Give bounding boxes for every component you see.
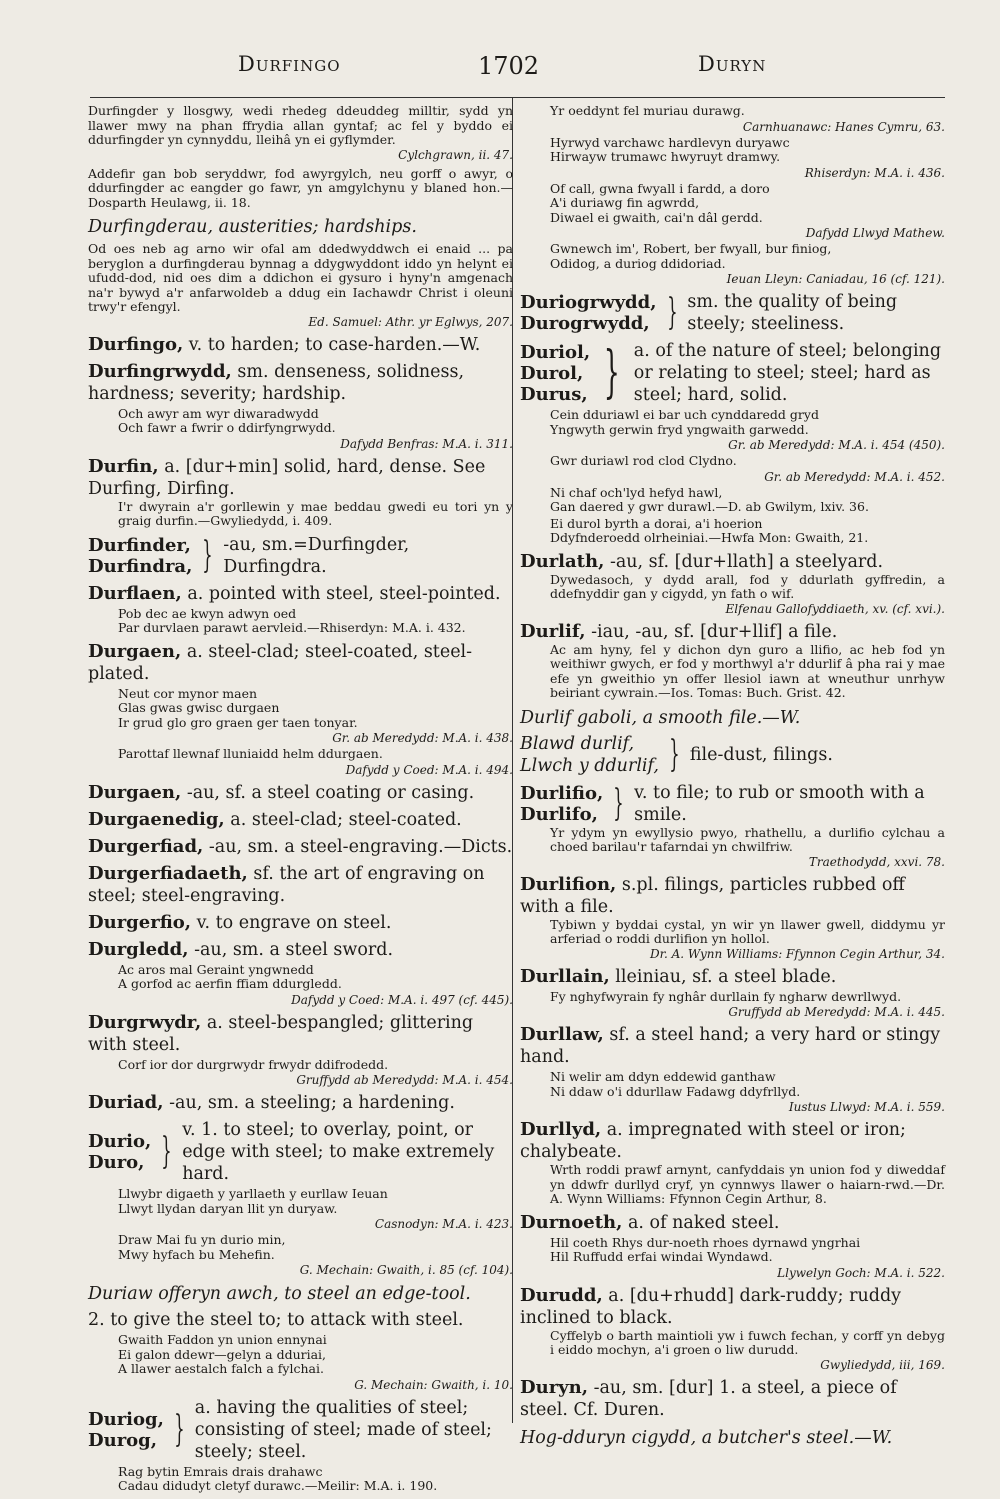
- brace-glyph: }: [603, 340, 620, 405]
- entry-quote: [88, 1233, 513, 1262]
- headword: Durogrwydd,: [520, 313, 650, 334]
- quote-line: Yr oeddynt fel muriau durawg.: [550, 103, 745, 118]
- headword: Durlif,: [520, 620, 586, 642]
- definition: sf. the art of engraving on steel; steel-engraving.: [88, 863, 485, 906]
- dictionary-entry: [520, 1212, 945, 1280]
- headword: Durgerfiad,: [88, 835, 204, 857]
- entry-quote: [88, 687, 513, 731]
- definition: a. steel-clad; steel-coated.: [230, 809, 462, 830]
- dictionary-entry: [88, 836, 513, 858]
- headword: Durlifion,: [520, 873, 617, 895]
- quote-line: Ni ddaw o'i ddurllaw Fadawg ddyfrllyd.: [550, 1083, 801, 1099]
- definition: v. to engrave on steel.: [196, 912, 392, 933]
- definition: file-dust, filings.: [689, 744, 833, 765]
- entry-quote-text: Cyffelyb o barth maintioli yw i fuwch fechan, y corff yn debyg i eiddo mochyn, a'i groen o liw durudd.: [550, 1327, 945, 1357]
- entry-quote-text: Wrth roddi prawf arnynt, canfyddais yn union fod y diweddaf yn ddwfr durllyd cryf, yn cynnwys llawer o haiarn-rwd.—Dr. A. Wynn Williams: Ffynnon Cegin Arthur, 8.: [550, 1162, 945, 1206]
- subentry: Hog-dduryn cigydd, a butcher's steel.—W.: [520, 1427, 893, 1448]
- quote-line: Llwybr digaeth y yarllaeth y eurllaw Ieuan: [118, 1186, 388, 1201]
- quote-line: Gwaith Faddon yn union ennynai: [118, 1332, 327, 1347]
- definition: lleiniau, sf. a steel blade.: [615, 966, 837, 987]
- dictionary-entry: [88, 782, 513, 804]
- dictionary-entry: [88, 939, 513, 1007]
- dictionary-entry: [88, 456, 513, 529]
- entry-citation: Gwyliedydd, iii, 169.: [820, 1357, 945, 1372]
- entry-citation: Iustus Llwyd: M.A. i. 559.: [788, 1100, 945, 1114]
- definition: -au, sm. a steeling; a hardening.: [169, 1093, 455, 1113]
- entry-citation: G. Mechain: Gwaith, i. 85 (cf. 104).: [299, 1263, 513, 1277]
- dictionary-entry: [88, 863, 513, 907]
- headword: Duriog,: [88, 1408, 164, 1430]
- definition: v. to file; to rub or smooth with a smile.: [634, 782, 925, 825]
- right-column: [520, 100, 945, 1451]
- dictionary-entry: [88, 1092, 513, 1114]
- quote-line: Corf ior dor durgrwydr frwydr ddifrodedd.: [118, 1056, 389, 1072]
- quote-line: Llwyt llydan daryan llit yn duryaw.: [118, 1200, 338, 1216]
- quote-line: Och awyr am wyr diwaradwydd: [118, 405, 319, 421]
- running-head-left: Durfingo: [238, 52, 341, 76]
- entry-citation: Elfenau Gallofyddiaeth, xv. (cf. xvi.).: [725, 601, 945, 616]
- headword: Durus,: [520, 383, 588, 405]
- sense-definition: 2. to give the steel to; to attack with steel.: [88, 1310, 464, 1330]
- definition: a. having the qualities of steel; consisting of steel; made of steel; steely; steel.: [194, 1397, 492, 1462]
- headword: Durlath,: [520, 550, 605, 572]
- headword: Durnoeth,: [520, 1211, 623, 1233]
- headword: Durog,: [88, 1429, 158, 1451]
- definition: sf. a steel hand; a very hard or stingy hand.: [520, 1025, 941, 1067]
- dictionary-entry: [520, 1377, 945, 1421]
- quote-line: Of call, gwna fwyall i fardd, a doro: [550, 180, 770, 196]
- entry-quote: [520, 104, 945, 119]
- quote-line: Draw Mai fu yn durio min,: [118, 1232, 286, 1247]
- definition: a. of naked steel.: [627, 1212, 780, 1233]
- headword: Duriogrwydd,: [520, 292, 657, 313]
- headword: Durlifo,: [520, 803, 598, 825]
- definition: s.pl. filings, particles rubbed off with a file.: [520, 874, 905, 917]
- headword: Durllain,: [520, 965, 610, 987]
- headword: Durgrwydr,: [88, 1011, 202, 1033]
- dictionary-entry: [88, 361, 513, 451]
- quote-line: Parottaf llewnaf lluniaidd helm ddurgaen.: [118, 746, 383, 761]
- brace-glyph: }: [161, 1131, 172, 1172]
- brace-glyph: }: [613, 782, 624, 824]
- definition: -au, sf. [dur+llath] a steelyard.: [609, 551, 884, 572]
- entry-citation: Llywelyn Goch: M.A. i. 522.: [777, 1265, 945, 1280]
- quote-line: Fy nghyfwyrain fy nghâr durllain fy ngharw dewrllwyd.: [550, 988, 902, 1004]
- entry-quote: [520, 990, 945, 1005]
- quote-line: Hirwayw trumawc hwyruyt dramwy.: [550, 149, 781, 164]
- headword: Durio,: [88, 1131, 152, 1152]
- quote-line: Ni welir am ddyn eddewid ganthaw: [550, 1069, 776, 1084]
- left-column: [88, 100, 513, 1499]
- dictionary-entry: [520, 104, 945, 286]
- headword: Durllyd,: [520, 1119, 602, 1140]
- entry-quote: [520, 517, 945, 546]
- quote-line: Glas gwas gwisc durgaen: [118, 700, 280, 715]
- definition: -au, sf. a steel coating or casing.: [186, 782, 475, 803]
- headword: Durgledd,: [88, 938, 189, 960]
- entry-citation: Cylchgrawn, ii. 47.: [398, 147, 513, 162]
- dictionary-entry: [88, 167, 513, 211]
- quote-line: Ddyfnderoedd olrheiniai.—Hwfa Mon: Gwaith, 21.: [550, 530, 869, 545]
- quote-line: Ac aros mal Geraint yngwnedd: [118, 961, 314, 977]
- dictionary-entry: [520, 621, 945, 701]
- entry-citation: Gruffydd ab Meredydd: M.A. i. 454.: [296, 1073, 513, 1087]
- dictionary-entry: [88, 334, 513, 356]
- entry-quote: [520, 408, 945, 437]
- definition: sm. denseness, solidness, hardness; severity; hardship.: [88, 361, 465, 404]
- headword: Durflaen,: [88, 582, 182, 604]
- quote-line: Hil Ruffudd erfai windai Wyndawd.: [550, 1249, 773, 1264]
- entry-citation: Ieuan Lleyn: Caniadau, 16 (cf. 121).: [726, 272, 945, 286]
- headword: Duryn,: [520, 1376, 588, 1398]
- brace-glyph: }: [202, 534, 213, 576]
- entry-citation: Traethodydd, xxvi. 78.: [808, 854, 945, 869]
- definition: a. impregnated with steel or iron; chalybeate.: [520, 1120, 906, 1162]
- definition: a. of the nature of steel; belonging or relating to steel; steel; hard as steel; hard, solid.: [633, 341, 942, 405]
- quote-line: Pob dec ae kwyn adwyn oed: [118, 605, 297, 621]
- dictionary-entry: [520, 966, 945, 1020]
- entry-quote: [88, 747, 513, 762]
- headword: Durgaen,: [88, 781, 182, 803]
- headword: Durgaenedig,: [88, 808, 225, 830]
- entry-quote: [88, 1333, 513, 1377]
- entry-quote-text: Tybiwn y byddai cystal, yn wir yn llawer gwell, diddymu yr arferiad o roddi durlifion yn hollol.: [550, 916, 945, 946]
- quote-line: Ei galon ddewr—gelyn a dduriai,: [118, 1346, 327, 1362]
- dictionary-entry: [88, 1119, 513, 1277]
- quote-line: Ei durol byrth a dorai, a'i hoerion: [550, 515, 763, 531]
- subentry: Durfingderau, austerities; hardships.: [88, 217, 417, 237]
- page-number: 1702: [478, 52, 540, 80]
- quote-line: Gwr duriawl rod clod Clydno.: [550, 453, 737, 468]
- entry-citation: Dafydd Llwyd Mathew.: [805, 226, 945, 240]
- dictionary-entry: [88, 1012, 513, 1088]
- entry-quote: [88, 407, 513, 436]
- quote-line: Ni chaf och'lyd hefyd hawl,: [550, 484, 723, 500]
- entry-quote-text: Od oes neb ag arno wir ofal am ddedwyddwch ei enaid ... pa beryglon a durfingderau bynnag a ddygwyddont iddo yn helynt ei ufudd-dod, nid oes dim a ddichon ei gysuro i hyny'n amgenach na'r bywyd a'r anfarwoldeb a ddug ein Iachawdr Christ i oleuni trwy'r efengyl.: [88, 241, 513, 314]
- dictionary-entry: [520, 1119, 945, 1207]
- quote-line: Hyrwyd varchawc hardlevyn duryawc: [550, 134, 790, 150]
- entry-quote-text: Durfingder y llosgwy, wedi rhedeg ddeuddeg milltir, sydd yn llawer mwy na phan ffrydia allan gyntaf; ac fel y byddo ei ddurfingder yn cynnyddu, lleihâ yn ei gyflymder.: [88, 103, 513, 147]
- entry-quote: [88, 1058, 513, 1073]
- entry-citation: Dr. A. Wynn Williams: Ffynnon Cegin Arthur, 34.: [649, 946, 945, 961]
- quote-line: Ir grud glo gro graen ger taen tonyar.: [118, 714, 358, 730]
- headword: Durudd,: [520, 1284, 603, 1306]
- entry-quote-text: Ac am hyny, fel y dichon dyn guro a llifio, ac heb fod yn weithiwr gwych, er fod y morthwyl a'r ddurlif â pha rai y mae efe yn gweithio yn offer llesiol iawn at wneuthur unrhyw beiriant cywrain.—Ios. Tomas: Buch. Grist. 42.: [550, 641, 945, 700]
- definition: a. [du+rhudd] dark-ruddy; ruddy inclined to black.: [520, 1285, 902, 1328]
- entry-quote: [88, 607, 513, 636]
- entry-citation: Gr. ab Meredydd: M.A. i. 454 (450).: [728, 438, 945, 452]
- headword: Duriad,: [88, 1092, 164, 1113]
- entry-quote: [520, 454, 945, 469]
- quote-line: Gwnewch im', Robert, ber fwyall, bur finiog,: [550, 241, 832, 256]
- quote-line: Gan daered y gwr durawl.—D. ab Gwilym, lxiv. 36.: [550, 499, 869, 514]
- dictionary-entry: [88, 583, 513, 636]
- brace-glyph: }: [174, 1408, 185, 1450]
- dictionary-entry: [520, 782, 945, 869]
- entry-citation: Dafydd y Coed: M.A. i. 494.: [345, 762, 513, 777]
- dictionary-entry: [88, 104, 513, 162]
- headword: Durfinder,: [88, 534, 191, 556]
- headword: Durfingo,: [88, 333, 184, 355]
- entry-quote-text: I'r dwyrain a'r gorllewin y mae beddau gwedi eu tori yn y graig durfin.—Gwyliedydd, i. 409.: [118, 498, 513, 528]
- entry-citation: Casnodyn: M.A. i. 423.: [374, 1217, 513, 1231]
- quote-line: A gorfod ac aerfin ffiam ddurgledd.: [118, 976, 342, 991]
- entry-citation: Gruffydd ab Meredydd: M.A. i. 445.: [728, 1005, 945, 1019]
- headword: Durgaen,: [88, 640, 182, 662]
- entry-citation: Gr. ab Meredydd: M.A. i. 452.: [764, 469, 945, 484]
- headword: Duriol,: [520, 341, 591, 363]
- dictionary-entry: [520, 1024, 945, 1114]
- entry-quote: [520, 1070, 945, 1099]
- quote-line: Rag bytin Emrais drais drahawc: [118, 1463, 323, 1479]
- entry-quote: [520, 1236, 945, 1265]
- entry-quote: [520, 136, 945, 165]
- definition: v. to harden; to case-harden.—W.: [188, 334, 481, 355]
- dictionary-entry: [520, 874, 945, 961]
- quote-line: Yngwyth gerwin fryd yngwaith garwedd.: [550, 421, 809, 437]
- definition: -au, sm. a steel sword.: [194, 939, 394, 960]
- quote-line: Diwael ei gwaith, cai'n dâl gerdd.: [550, 209, 763, 225]
- quote-line: Neut cor mynor maen: [118, 685, 258, 701]
- entry-quote: [88, 1187, 513, 1216]
- entry-quote: [88, 1465, 513, 1494]
- dictionary-entry: [88, 809, 513, 831]
- subentry: Duriaw offeryn awch, to steel an edge-tool.: [88, 1284, 471, 1304]
- header-rule: [90, 97, 945, 98]
- dictionary-entry: [88, 641, 513, 777]
- definition: a. steel-bespangled; glittering with steel.: [88, 1012, 474, 1055]
- entry-quote: [88, 963, 513, 992]
- headword: Durol,: [520, 362, 584, 384]
- quote-line: A llawer aestalch falch a fylchai.: [118, 1361, 324, 1376]
- entry-citation: Carnhuanawc: Hanes Cymru, 63.: [742, 119, 945, 134]
- entry-citation: Rhiserdyn: M.A. i. 436.: [804, 165, 945, 180]
- brace-glyph: }: [666, 292, 678, 333]
- headword: Durfindra,: [88, 555, 193, 577]
- definition: a. steel-clad; steel-coated, steel-plated.: [88, 641, 473, 684]
- dictionary-entry: [520, 1285, 945, 1372]
- dictionary-entry: [88, 1397, 513, 1494]
- dictionary-entry: [88, 242, 513, 329]
- entry-citation: Ed. Samuel: Athr. yr Eglwys, 207.: [308, 314, 513, 329]
- headword: Durgerfio,: [88, 911, 192, 933]
- dictionary-entry: [88, 534, 513, 578]
- quote-line: Och fawr a fwrir o ddirfyngrwydd.: [118, 420, 336, 435]
- definition: v. 1. to steel; to overlay, point, or edge with steel; to make extremely hard.: [182, 1120, 495, 1184]
- headword: Durfin,: [88, 455, 159, 477]
- definition: a. [dur+min] solid, hard, dense. See Durfing, Dirfing.: [88, 456, 486, 499]
- subentry-term: Blawd durlif,: [520, 733, 635, 754]
- definition: sm. the quality of being steely; steeliness.: [687, 292, 898, 334]
- entry-citation: Gr. ab Meredydd: M.A. i. 438.: [332, 731, 513, 745]
- definition: -iau, -au, sf. [dur+llif] a file.: [591, 621, 838, 642]
- headword: Durgerfiadaeth,: [88, 862, 248, 884]
- entry-quote: [520, 486, 945, 515]
- entry-citation: Dafydd Benfras: M.A. i. 311.: [340, 436, 513, 451]
- headword: Durllaw,: [520, 1024, 604, 1045]
- entry-quote-text: Dywedasoch, y dydd arall, fod y ddurlath gyffredin, a ddefnyddir gan y cigydd, yn fath o wif.: [550, 571, 945, 601]
- headword: Durfingrwydd,: [88, 360, 232, 382]
- dictionary-entry: [520, 733, 945, 777]
- definition: -au, sm.=Durfingder, Durfingdra.: [223, 534, 410, 577]
- quote-line: Hil coeth Rhys dur-noeth rhoes dyrnawd yngrhai: [550, 1234, 861, 1250]
- entry-quote: [520, 242, 945, 271]
- quote-line: Cadau didudyt cletyf durawc.—Meilir: M.A. i. 190.: [118, 1478, 438, 1493]
- quote-line: A'i duriawg fin agwrdd,: [550, 195, 700, 210]
- definition: a. pointed with steel, steel-pointed.: [187, 583, 501, 604]
- quote-line: Odidog, a duriog ddidoriad.: [550, 255, 726, 271]
- dictionary-entry: [520, 340, 945, 546]
- dictionary-entry: [520, 291, 945, 335]
- quote-line: Mwy hyfach bu Mehefin.: [118, 1246, 275, 1262]
- subentry: Durlif gaboli, a smooth file.—W.: [520, 707, 801, 728]
- quote-line: Cein dduriawl ei bar uch cynddaredd gryd: [550, 407, 819, 422]
- running-head-right: Duryn: [698, 52, 767, 76]
- headword: Duro,: [88, 1152, 145, 1173]
- entry-citation: Dafydd y Coed: M.A. i. 497 (cf. 445).: [291, 992, 513, 1007]
- definition: -au, sm. [dur] 1. a steel, a piece of steel. Cf. Duren.: [520, 1377, 897, 1420]
- headword: Durlifio,: [520, 782, 604, 804]
- entry-quote-text: Addefir gan bob seryddwr, fod awyrgylch, neu gorff o awyr, o ddurfingder ac eangder go fawr, yn amgylchynu y blaned hon.—Dosparth Heulawg, ii. 18.: [88, 165, 513, 210]
- entry-citation: G. Mechain: Gwaith, i. 10.: [354, 1377, 513, 1392]
- dictionary-entry: [520, 551, 945, 616]
- entry-quote-text: Yr ydym yn ewyllysio pwyo, rhathellu, a durlifio cylchau a choed barilau'r tafarndai yn chwilfriw.: [550, 824, 945, 854]
- quote-line: Par durvlaen parawt aervleid.—Rhiserdyn: M.A. i. 432.: [118, 620, 466, 635]
- dictionary-entry: [88, 912, 513, 934]
- subentry-term: Llwch y ddurlif,: [520, 755, 659, 776]
- brace-glyph: }: [669, 733, 680, 775]
- dictionary-entry: [88, 1309, 513, 1392]
- definition: -au, sm. a steel-engraving.—Dicts.: [208, 836, 513, 857]
- entry-quote: [520, 182, 945, 226]
